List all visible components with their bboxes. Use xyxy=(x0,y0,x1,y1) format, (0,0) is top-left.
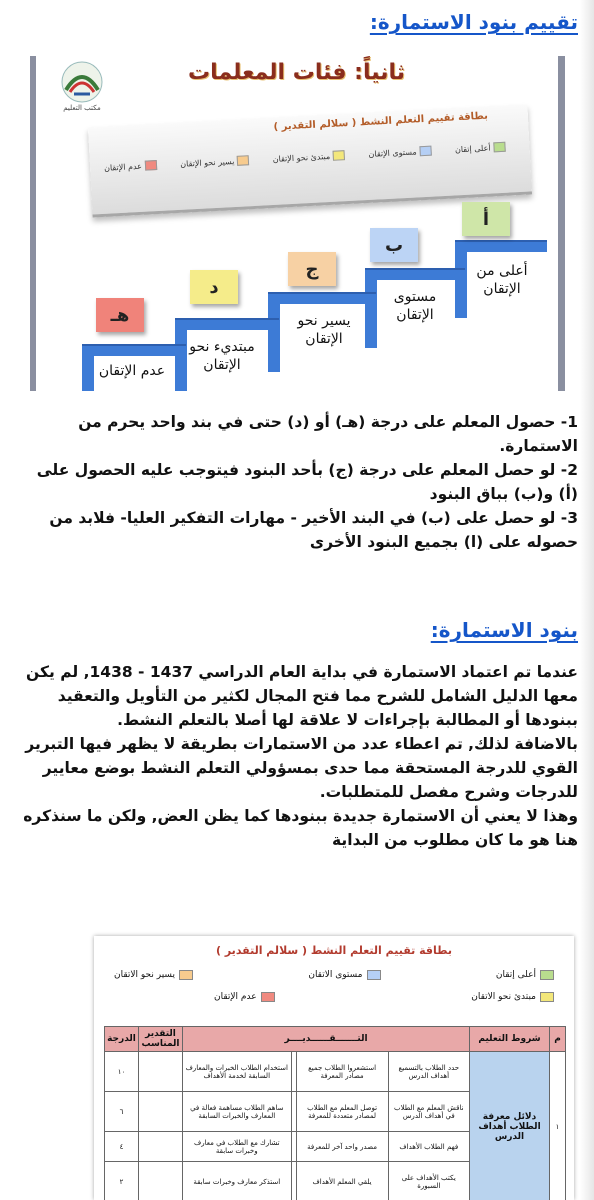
table-cell: استخدام الطلاب الخبرات والمعارف السابقة لخدمة الأهداف xyxy=(183,1052,292,1092)
table-cell xyxy=(291,1092,296,1132)
stair-tread xyxy=(365,268,465,280)
form-key: أعلى إتقان xyxy=(496,970,554,980)
banner-legend xyxy=(104,142,506,173)
evaluation-table xyxy=(104,1026,566,1200)
col-header: م xyxy=(550,1027,566,1052)
teacher-categories-infographic xyxy=(30,56,565,391)
condition-cell: دلائل معرفة الطلاب أهداف الدرس xyxy=(470,1052,550,1200)
section-heading-evaluation: تقييم بنود الاستمارة: xyxy=(369,10,578,34)
infographic-title: ثانياً: فئات المعلمات xyxy=(188,60,405,85)
section-heading-items: بنود الاستمارة: xyxy=(430,618,578,642)
rating-cell xyxy=(139,1052,183,1092)
col-header: التـــــــقــــــديــــر xyxy=(183,1027,470,1052)
col-header: شروط التعليم xyxy=(470,1027,550,1052)
col-header: الدرجة xyxy=(105,1027,139,1052)
form-key-swatch xyxy=(261,992,275,1002)
rule-item: 3- لو حصل على (ب) في البند الأخير - مهارات التفكير العليا- فلابد من حصوله على (ا) بجميع البنود الأخرى xyxy=(49,509,578,551)
frame-left xyxy=(30,56,36,391)
table-cell: استشعروا الطلاب جميع مصادر المعرفة xyxy=(296,1052,388,1092)
stair-tread xyxy=(175,318,279,330)
score-cell: ٢ xyxy=(105,1162,139,1200)
grade-box-b: ب xyxy=(370,228,418,262)
form-key: يسير نحو الاتقان xyxy=(114,970,193,980)
page-edge xyxy=(580,0,594,1200)
score-cell: ٦ xyxy=(105,1092,139,1132)
grade-box-d: د xyxy=(190,270,238,304)
table-cell: ناقش المعلم مع الطلاب في أهداف الدرس xyxy=(388,1092,469,1132)
banner-key: عدم الإتقان xyxy=(104,160,157,173)
form-key-swatch xyxy=(179,970,193,980)
items-body xyxy=(20,660,578,852)
grade-label-e: عدم الإتقان xyxy=(98,363,166,379)
stair-tread xyxy=(268,292,376,304)
rules-list xyxy=(20,410,578,554)
table-cell xyxy=(291,1132,296,1162)
body-paragraph: وهذا لا يعني أن الاستمارة جديدة ببنودها كما يظن العض, ولكن ما سنذكره هنا هو ما كان مطلوب من البداية xyxy=(23,807,578,849)
table-cell: فهم الطلاب الأهداف xyxy=(388,1132,469,1162)
banner-key: مستوى الإتقان xyxy=(368,146,432,159)
rating-cell xyxy=(139,1162,183,1200)
table-cell: حدد الطلاب بالتسميع أهداف الدرس xyxy=(388,1052,469,1092)
table-cell: استذكر معارف وخبرات سابقة xyxy=(183,1162,292,1200)
body-paragraph: بالاضافة لذلك, تم اعطاء عدد من الاستمارات بطريقة لا يظهر فيها التبرير القوي للدرجة المستحقة مما حدى بمسؤولي التعلم النشط بوضع معايير للدرجات وشرح مفصل للمتطلبات. xyxy=(25,735,578,801)
table-cell xyxy=(291,1052,296,1092)
rule-item: 1- حصول المعلم على درجة (هـ) أو (د) حتى في بند واحد يحرم من الاستمارة. xyxy=(78,413,578,455)
table-cell: ساهم الطلاب مساهمة فعالة في المعارف والخبرات السابقة xyxy=(183,1092,292,1132)
grade-box-c: ج xyxy=(288,252,336,286)
frame-right xyxy=(558,56,565,391)
score-cell: ٤ xyxy=(105,1132,139,1162)
table-cell: يكتب الأهداف على السبورة xyxy=(388,1162,469,1200)
grade-label-c: يسير نحو الإتقان xyxy=(297,313,351,347)
col-header: التقدير المناسب xyxy=(139,1027,183,1052)
stair-riser xyxy=(365,268,377,348)
evaluation-form-image xyxy=(94,936,574,1200)
form-key: عدم الإتقان xyxy=(214,992,275,1002)
rule-item: 2- لو حصل المعلم على درجة (ج) بأحد البنود فيتوجب عليه الحصول على (أ) و(ب) بباق البنود xyxy=(36,461,578,503)
form-legend-row2 xyxy=(214,992,554,1002)
table-cell: يلقي المعلم الأهداف xyxy=(296,1162,388,1200)
rating-card-banner xyxy=(88,105,532,218)
grade-label-a: أعلى من الإتقان xyxy=(476,263,528,297)
form-key-swatch xyxy=(540,970,554,980)
rating-cell xyxy=(139,1132,183,1162)
table-cell: توصل المعلم مع الطلاب لمصادر متعددة للمعرفة xyxy=(296,1092,388,1132)
form-key-swatch xyxy=(367,970,381,980)
form-legend-row1 xyxy=(114,970,554,980)
form-key: مستوى الاتقان xyxy=(308,970,380,980)
score-cell: ١٠ xyxy=(105,1052,139,1092)
form-title: بطاقة تقييم التعلم النشط ( سلالم التقدير ) xyxy=(215,944,452,957)
education-office-logo xyxy=(52,60,112,106)
stair-riser xyxy=(268,292,280,372)
grade-label-d: مبتديء نحو الإتقان xyxy=(189,339,255,373)
table-cell: تشارك مع الطلاب في معارف وخبرات سابقة xyxy=(183,1132,292,1162)
grade-box-a: أ xyxy=(462,202,510,236)
stair-tread xyxy=(455,240,547,252)
table-row xyxy=(105,1052,566,1092)
table-header-row xyxy=(105,1027,566,1052)
banner-key: مبتدئ نحو الإتقان xyxy=(272,150,345,164)
form-key-swatch xyxy=(540,992,554,1002)
row-number: ١ xyxy=(550,1052,566,1200)
logo-text: مكتب التعليم xyxy=(63,104,101,112)
table-cell: مصدر واحد آخر للمعرفة xyxy=(296,1132,388,1162)
body-paragraph: عندما تم اعتماد الاستمارة في بداية العام الدراسي 1437 - 1438, لم يكن معها الدليل الشامل للشرح مما فتح المجال لكثير من التأويل والتعقيد ببنودها أو المطالبة بإجراءات لا علاقة لها أصلا بالتعلم النشط. xyxy=(26,663,578,729)
banner-title: بطاقة تقييم التعلم النشط ( سلالم التقدير ) xyxy=(273,110,489,133)
grade-box-e: هـ xyxy=(96,298,144,332)
stair-tread xyxy=(82,344,186,356)
rating-cell xyxy=(139,1092,183,1132)
table-cell xyxy=(291,1162,296,1200)
form-key: مبتدئ نحو الاتقان xyxy=(471,992,554,1002)
banner-key: يسير نحو الإتقان xyxy=(180,155,250,169)
banner-key: أعلى إتقان xyxy=(455,142,506,155)
grade-label-b: مستوى الإتقان xyxy=(393,289,437,323)
